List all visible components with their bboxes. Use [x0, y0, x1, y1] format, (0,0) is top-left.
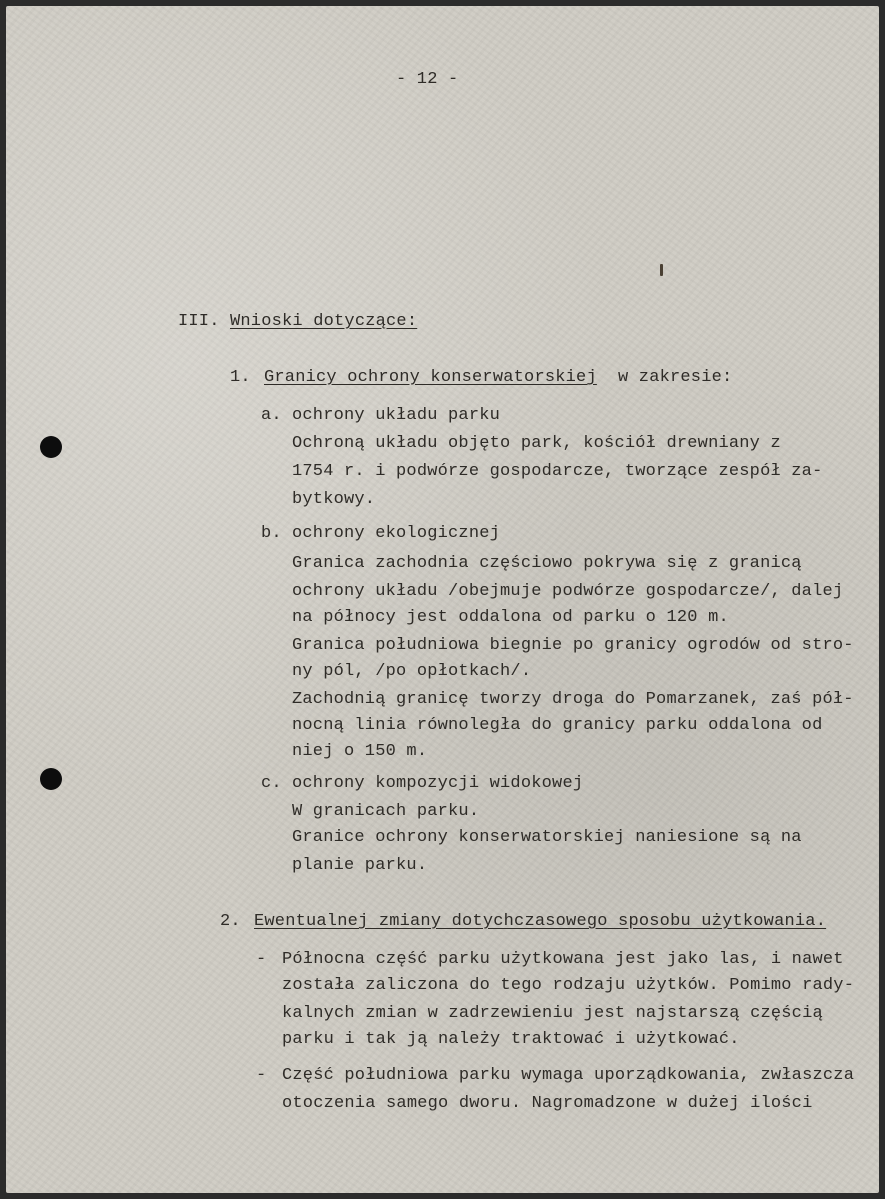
bullet-line: kalnych zmian w zadrzewieniu jest najstarszą częścią	[282, 1004, 823, 1023]
item1b-line: Granica zachodnia częściowo pokrywa się z granicą	[292, 554, 802, 573]
item1b-heading: ochrony ekologicznej	[292, 524, 501, 543]
bullet-line: została zaliczona do tego rodzaju użytków. Pomimo rady-	[282, 976, 855, 995]
item1c-heading: ochrony kompozycji widokowej	[292, 774, 584, 793]
punch-hole-upper	[40, 436, 62, 458]
item1b-line: na północy jest oddalona od parku o 120 m.	[292, 608, 729, 627]
bullet-line: Północna część parku użytkowana jest jako las, i nawet	[282, 950, 844, 969]
item1b-line: nocną linia równoległa do granicy parku oddalona od	[292, 716, 823, 735]
item2-number: 2.	[220, 912, 241, 931]
item1b-letter: b.	[261, 524, 282, 543]
document-page	[6, 6, 879, 1193]
item1b-line: Zachodnią granicę tworzy droga do Pomarzanek, zaś pół-	[292, 690, 854, 709]
bullet-dash: -	[256, 950, 267, 969]
item1-title: Granicy ochrony konserwatorskiej	[264, 368, 597, 387]
item1b-line: niej o 150 m.	[292, 742, 428, 761]
item1a-line: Ochroną układu objęto park, kościół drewniany z	[292, 434, 781, 453]
section-numeral: III.	[178, 312, 220, 331]
item1b-line: ochrony układu /obejmuje podwórze gospodarcze/, dalej	[292, 582, 844, 601]
bullet-line: parku i tak ją należy traktować i użytkować.	[282, 1030, 740, 1049]
item1a-line: bytkowy.	[292, 490, 376, 509]
ink-speck	[660, 264, 663, 276]
item1c-letter: c.	[261, 774, 282, 793]
page-number: - 12 -	[396, 70, 459, 89]
item1a-heading: ochrony układu parku	[292, 406, 501, 425]
punch-hole-lower	[40, 768, 62, 790]
bullet-line: Część południowa parku wymaga uporządkowania, zwłaszcza	[282, 1066, 855, 1085]
item1-number: 1.	[230, 368, 251, 387]
section-title: Wnioski dotyczące:	[230, 312, 418, 331]
item1c-line: Granice ochrony konserwatorskiej naniesione są na	[292, 828, 802, 847]
item1c-line: planie parku.	[292, 856, 428, 875]
item1c-line: W granicach parku.	[292, 802, 480, 821]
bullet-dash: -	[256, 1066, 267, 1085]
item1a-line: 1754 r. i podwórze gospodarcze, tworzące zespół za-	[292, 462, 823, 481]
item2-title: Ewentualnej zmiany dotychczasowego sposobu użytkowania.	[254, 912, 827, 931]
item1b-line: Granica południowa biegnie po granicy ogrodów od stro-	[292, 636, 854, 655]
item1-title-suffix: w zakresie:	[618, 368, 733, 387]
item1b-line: ny pól, /po opłotkach/.	[292, 662, 532, 681]
item1a-letter: a.	[261, 406, 282, 425]
bullet-line: otoczenia samego dworu. Nagromadzone w dużej ilości	[282, 1094, 813, 1113]
